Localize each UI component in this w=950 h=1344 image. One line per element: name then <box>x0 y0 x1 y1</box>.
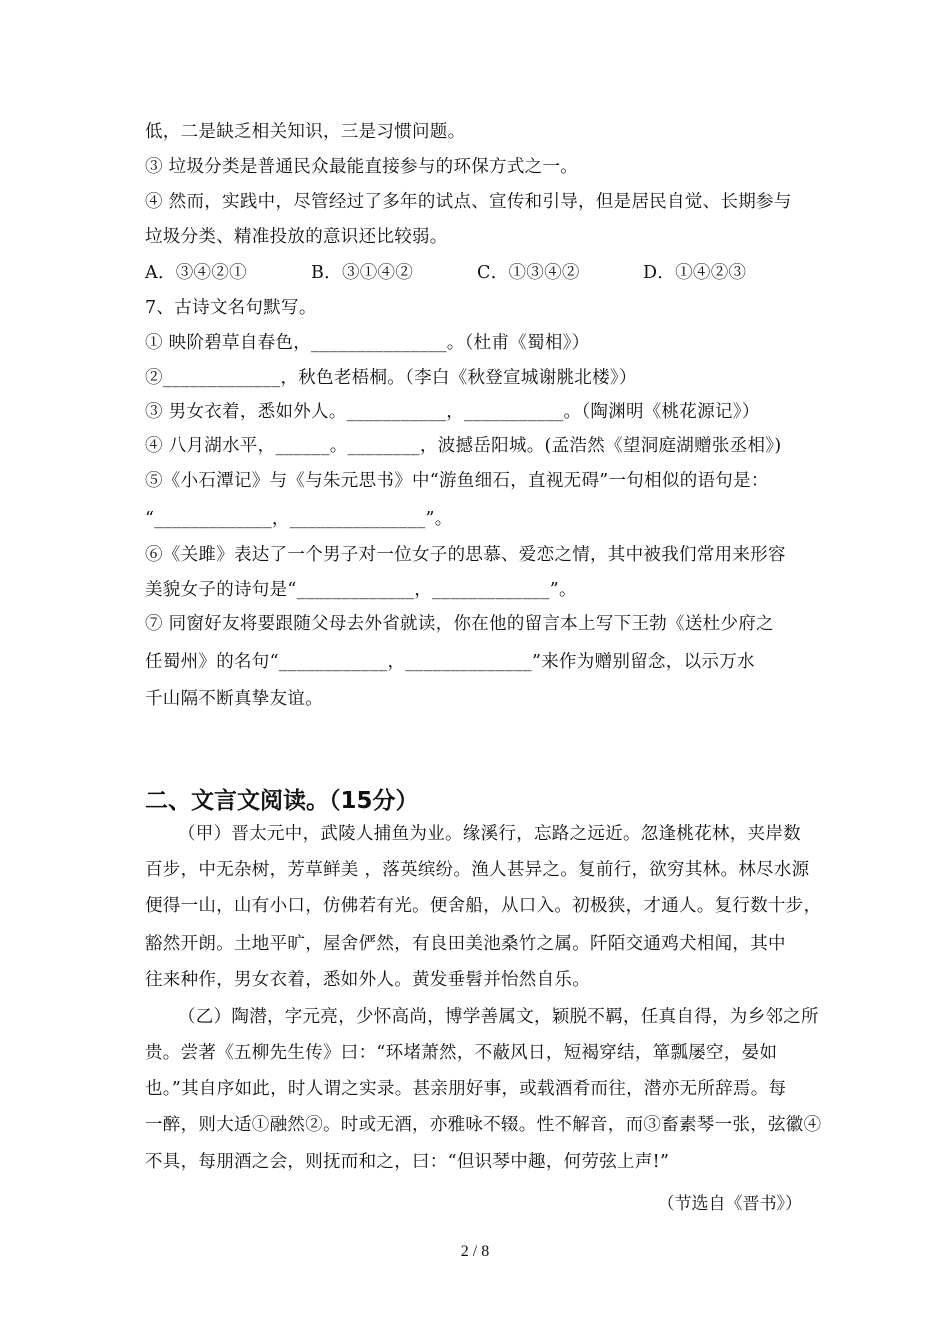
q6-options <box>145 261 825 285</box>
option-c: C．①③④② <box>477 263 580 283</box>
passage-source: （节选自《晋书》） <box>657 1194 802 1214</box>
q7-line: ③ 男女衣着，悉如外人。___________，___________。（陶渊明《桃花源记》） <box>145 402 760 422</box>
option-b: B．③①④② <box>311 263 414 283</box>
section-heading: 二、文言文阅读。（15分） <box>145 788 419 814</box>
q7-line: 千山隔不断真挚友谊。 <box>145 689 323 709</box>
q6-text-line: ③ 垃圾分类是普通民众最能直接参与的环保方式之一。 <box>145 157 579 177</box>
q7-line: ⑥《关雎》表达了一个男子对一位女子的思慕、爱恋之情，其中被我们常用来形容 <box>145 545 786 565</box>
passage-jia-line: 百步，中无杂树，芳草鲜美 ，落英缤纷。渔人甚异之。复前行，欲穷其林。林尽水源 <box>145 860 810 880</box>
passage-jia-line: 往来种作，男女衣着，悉如外人。黄发垂髫并怡然自乐。 <box>145 970 590 990</box>
option-a: A．③④②① <box>145 263 247 283</box>
passage-jia-line: （甲）晋太元中，武陵人捕鱼为业。缘溪行，忘路之远近。忽逢桃花林，夹岸数 <box>178 824 801 844</box>
q7-line: ④ 八月湖水平，______。________，波撼岳阳城。(孟浩然《望洞庭湖赠张丞相》) <box>145 436 782 456</box>
passage-yi-line: 一醉，则大适①融然②。时或无酒，亦雅咏不辍。性不解音，而③畜素琴一张，弦徽④ <box>145 1115 822 1135</box>
q7-line: ②_____________，秋色老梧桐。（李白《秋登宣城谢脁北楼》） <box>145 368 637 388</box>
q7-line: ① 映阶碧草自春色，_______________。（杜甫《蜀相》） <box>145 333 590 353</box>
passage-jia-line: 豁然开朗。土地平旷，屋舍俨然，有良田美池桑竹之属。阡陌交通鸡犬相闻，其中 <box>145 934 786 954</box>
page-number: 2 / 8 <box>460 1243 490 1260</box>
q6-text-line: 低，二是缺乏相关知识，三是习惯问题。 <box>145 122 466 142</box>
q7-line: 美貌女子的诗句是“_____________，_____________”。 <box>145 580 577 600</box>
q6-text-line: ④ 然而，实践中，尽管经过了多年的试点、宣传和引导，但是居民自觉、长期参与 <box>145 192 792 212</box>
q7-line: ⑦ 同窗好友将要跟随父母去外省就读，你在他的留言本上写下王勃《送杜少府之 <box>145 614 774 634</box>
q7-line: 任蜀州》的名句“____________，______________”来作为赠别留念，以示万水 <box>145 652 755 672</box>
option-d: D．①④②③ <box>643 263 747 283</box>
q7-line: ⑤《小石潭记》与《与朱元思书》中“游鱼细石，直视无碍”一句相似的语句是： <box>145 471 769 491</box>
q7-line: “_____________，_______________”。 <box>145 509 453 529</box>
q6-text-line: 垃圾分类、精准投放的意识还比较弱。 <box>145 227 448 247</box>
q7-title: 7、古诗文名句默写。 <box>145 298 317 318</box>
passage-jia-line: 便得一山，山有小口，仿佛若有光。便舍船，从口入。初极狭，才通人。复行数十步， <box>145 896 822 916</box>
passage-yi-line: 不具，每朋酒之会，则抚而和之，曰：“但识琴中趣，何劳弦上声!” <box>145 1152 670 1172</box>
passage-yi-line: 也。”其自序如此，时人谓之实录。甚亲朋好事，或载酒肴而往，潜亦无所辞焉。每 <box>145 1079 787 1099</box>
passage-yi-line: （乙）陶潜，字元亮，少怀高尚，博学善属文，颖脱不羁，任真自得，为乡邻之所 <box>178 1007 819 1027</box>
passage-yi-line: 贵。尝著《五柳先生传》曰：“环堵萧然，不蔽风日，短褐穿结，箪瓢屡空，晏如 <box>145 1043 778 1063</box>
